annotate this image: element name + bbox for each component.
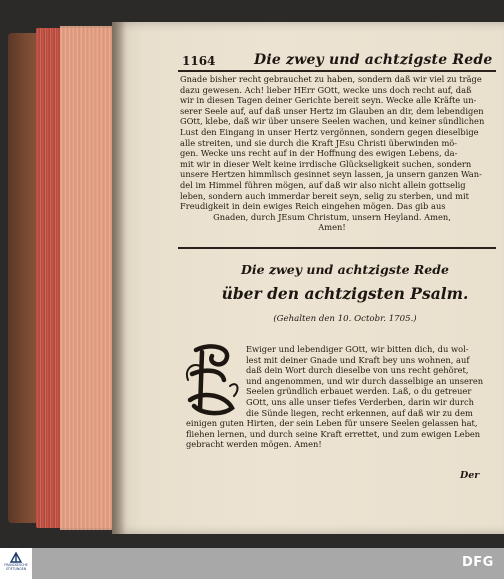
section-rule <box>178 247 496 249</box>
text-line: GOtt, uns alle unser tiefes Verderben, darin wir durch <box>246 396 474 407</box>
date-note: (Gehalten den 10. Octobr. 1705.) <box>273 314 417 324</box>
section-heading: Die zwey und achtzigste Rede <box>241 262 449 277</box>
prayer-text-continued <box>186 418 486 450</box>
text-line: und angenommen, und wir durch dasselbige an unseren <box>246 375 484 386</box>
text-line: einigen guten Hirten, der sein Leben für unsere Seelen gelassen hat, <box>186 418 478 428</box>
text-line: leben, sondern auch immerdar bereit seyn, selig zu sterben, und mit <box>180 190 469 201</box>
text-line: del im Himmel führen mögen, auf daß wir also nicht allein gottselig <box>180 179 466 190</box>
page-gutter-shadow <box>112 22 126 534</box>
text-line: Lust den Eingang in unser Hertz vergönnen, sondern gegen dieselbige <box>180 126 479 137</box>
text-line: Amen! <box>318 222 346 233</box>
text-line: Gnaden, durch JEsum Christum, unsern Heyland. Amen, <box>213 211 451 222</box>
page-edges-light <box>60 26 120 530</box>
page-number: 1164 <box>182 54 216 68</box>
text-line: mit wir in dieser Welt keine irrdische Glückseligkeit suchen, sondern <box>180 158 472 169</box>
text-line: Seelen gründlich erbauet werden. Laß, o du getreuer <box>246 386 472 397</box>
running-title: Die zwey und achtzigste Rede <box>254 52 493 68</box>
text-line: daß dein Wort durch dieselbe von uns recht gehöret, <box>246 365 469 376</box>
dfg-logo[interactable]: DFG <box>462 555 494 570</box>
prayer-text <box>246 344 486 418</box>
text-line: Freudigkeit in dein ewiges Reich eingehen mögen. Das gib aus <box>180 201 446 212</box>
catchword: Der <box>460 470 480 481</box>
text-line: serer Seele auf, auf daß unser Hertz im Glauben an dir, dem lebendigen <box>180 105 484 116</box>
text-line: die Sünde liegen, recht erkennen, auf daß wir zu dem <box>246 407 473 418</box>
text-line: unsere Hertzen himmlisch gesinnet seyn lassen, ja unsern ganzen Wan- <box>180 169 482 180</box>
text-line: Gnade bisher recht gebrauchet zu haben, sondern daß wir viel zu träge <box>180 74 482 84</box>
text-line: GOtt, klebe, daß wir über unsere Seelen wachen, und keiner sündlichen <box>180 116 485 127</box>
institution-logo-text: FRANCKESCHE STIFTUNGEN <box>4 563 28 571</box>
body-text <box>180 74 484 233</box>
text-line: fliehen lernen, und durch seine Kraft errettet, und zum ewigen Leben <box>186 428 481 439</box>
viewer-footer-bar <box>0 548 504 579</box>
text-line: Ewiger und lebendiger GOtt, wir bitten dich, du wol- <box>246 344 469 354</box>
section-title: über den achtzigsten Psalm. <box>221 284 469 303</box>
decorated-initial-icon <box>182 340 242 418</box>
text-line: wir in diesen Tagen deiner Gerichte bereit seyn. Wecke alle Kräfte un- <box>180 95 477 106</box>
text-line: gebracht werden mögen. Amen! <box>186 439 322 450</box>
institution-logo-icon <box>9 551 23 563</box>
text-line: dazu gewesen. Ach! lieber HErr GOtt, wecke uns doch recht auf, daß <box>180 84 472 95</box>
text-line: gen. Wecke uns recht auf in der Hoffnung des ewigen Lebens, da- <box>180 148 458 159</box>
text-line: alle streiten, und sie durch die Kraft JEsu Christi überwinden mö- <box>180 137 458 148</box>
header-rule <box>178 70 496 72</box>
text-line: lest mit deiner Gnade und Kraft bey uns wohnen, auf <box>246 354 470 365</box>
